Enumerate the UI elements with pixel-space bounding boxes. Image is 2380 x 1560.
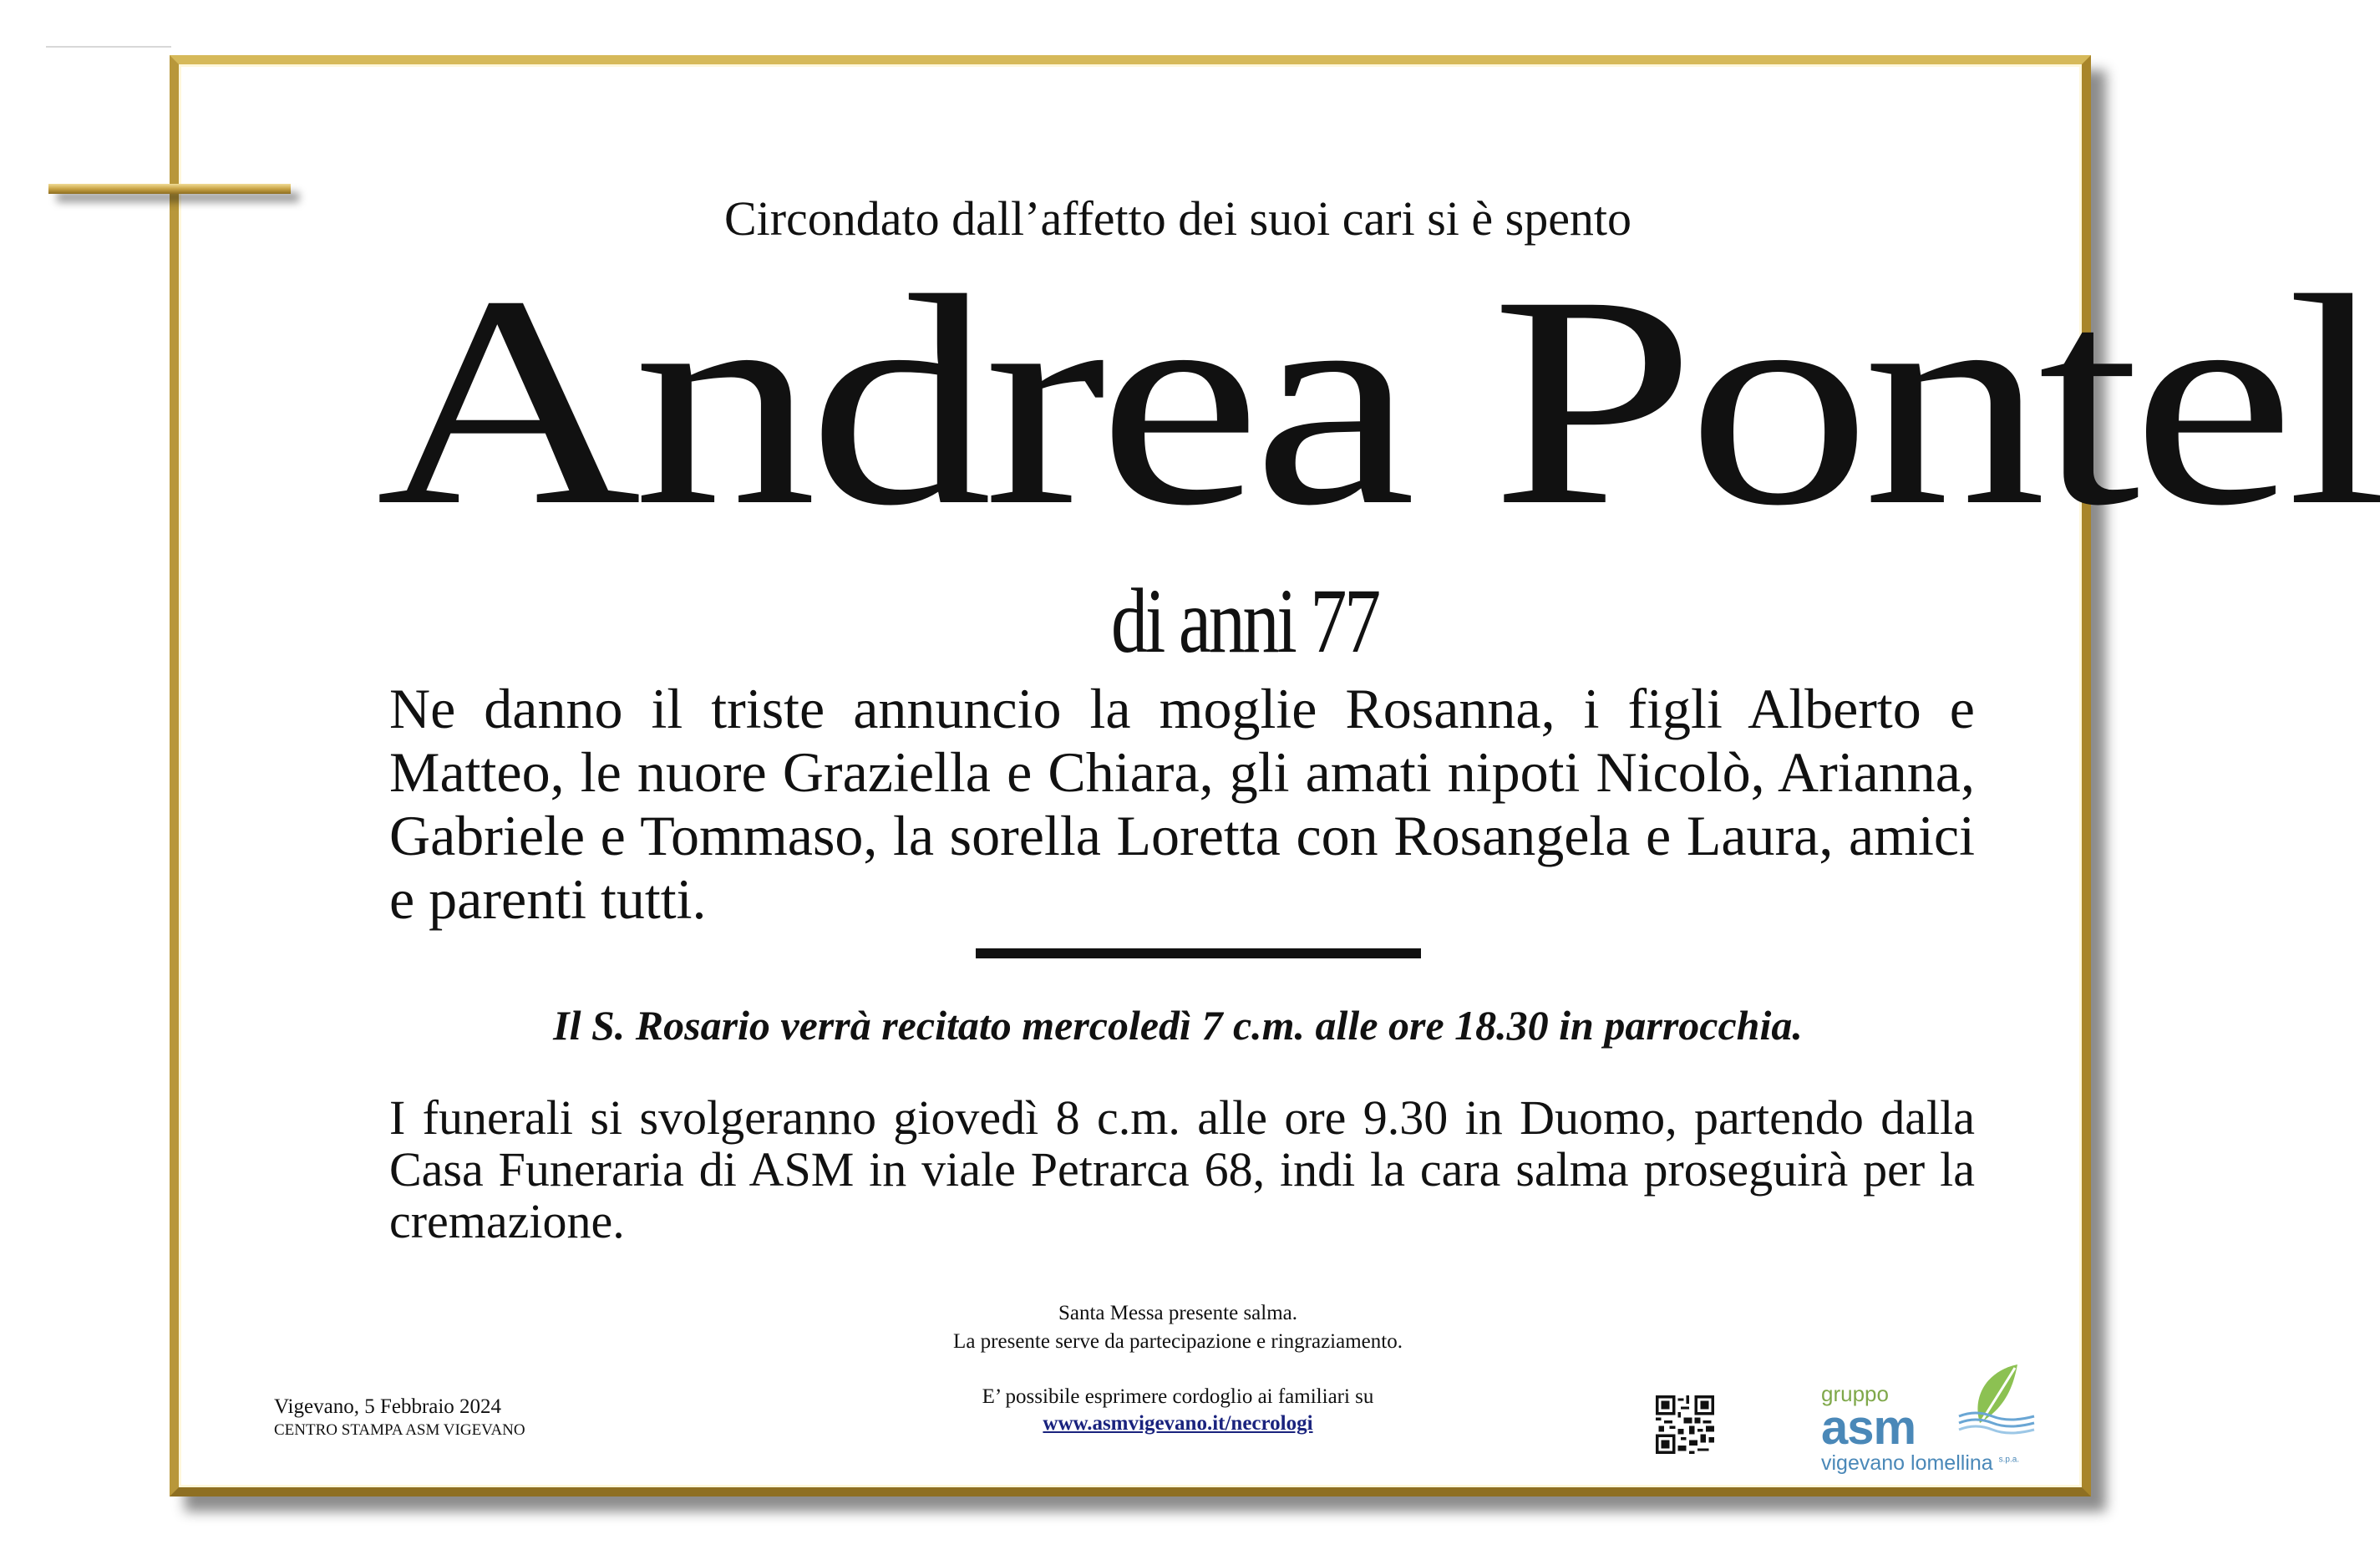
closing-notes <box>0 1299 2139 1356</box>
deceased-age: di anni 77 <box>1111 570 1378 672</box>
place-date-block <box>274 1395 525 1442</box>
place-date: Vigevano, 5 Febbraio 2024 <box>274 1395 502 1418</box>
logo-asm: asm <box>1821 1400 1916 1455</box>
divider-rule <box>976 948 1421 958</box>
logo-subtitle <box>1821 1451 2019 1476</box>
logo-sub-line: vigevano lomellina <box>1821 1451 1993 1475</box>
thanks-note: La presente serve da partecipazione e ringraziamento. <box>953 1330 1403 1353</box>
logo-gruppo: gruppo <box>1821 1381 1889 1406</box>
printer-name: CENTRO STAMPA ASM VIGEVANO <box>274 1421 525 1439</box>
deceased-name: Andrea Pontel <box>376 234 2380 568</box>
mass-note: Santa Messa presente salma. <box>1058 1302 1298 1324</box>
condolence-link[interactable]: www.asmvigevano.it/necrologi <box>1043 1412 1313 1435</box>
family-announcement: Ne danno il triste annuncio la moglie Rosanna, i figli Alberto e Matteo, le nuore Graziella e Chiara, gli amati nipoti Nicolò, Arianna, Gabriele e Tommaso, la sorella Loretta con Rosangela e Laura, amici e parenti tutti. <box>389 677 1975 931</box>
leaf-logo-icon <box>1955 1358 2047 1437</box>
funeral-notice: I funerali si svolgeranno giovedì 8 c.m. alle ore 9.30 in Duomo, partendo dalla Casa Funeraria di ASM in viale Petrarca 68, indi la cara salma proseguirà per la cremazione. <box>389 1090 1975 1248</box>
logo-suffix: s.p.a. <box>1998 1455 2020 1465</box>
frame-shadow-line <box>46 46 171 48</box>
intro-text: Circondato dall’affetto dei suoi cari si è spento <box>723 191 1632 246</box>
qr-code-icon[interactable] <box>1656 1395 1714 1454</box>
asm-logo <box>1821 1358 2055 1475</box>
rosary-notice: Il S. Rosario verrà recitato mercoledì 7 c.m. alle ore 18.30 in parrocchia. <box>553 1002 1803 1049</box>
condolence-text: E’ possibile esprimere cordoglio ai familiari su <box>982 1385 1374 1408</box>
